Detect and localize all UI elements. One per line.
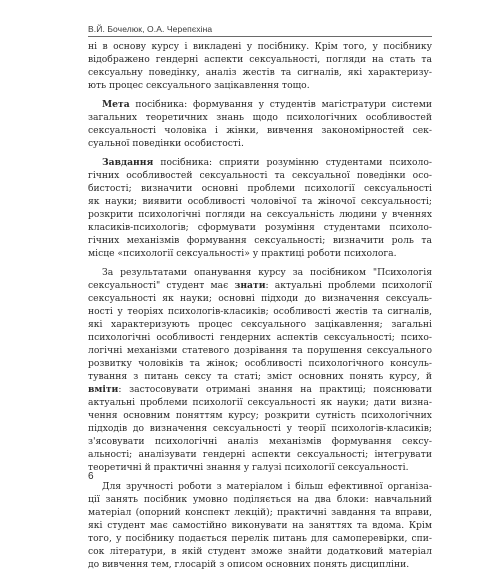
closing-line: до вивчення тем, глосарій з описом основних понять дисципліни. xyxy=(88,559,410,570)
results-line: альності; аналізувати гендерні аспекти сексуальності; інтегрувати xyxy=(88,449,432,460)
body-text xyxy=(88,40,432,571)
paragraph-line: ні в основу курсу і викладені у посібнику. Крім того, у посібнику xyxy=(88,41,432,52)
tasks-label: Завдання xyxy=(102,157,154,168)
paragraph-line: ють процес сексуального зацікавлення тощо. xyxy=(88,80,310,91)
closing-line: Для зручності роботи з матеріалом і більш ефективної організа- xyxy=(102,481,432,492)
results-line: теоретичні й практичні знання у галузі психології сексуальності. xyxy=(88,462,409,473)
results-line: сексуальності як науки; основні підходи до визначення сексуаль- xyxy=(88,293,432,304)
results-line: психологічні особливості гендерних аспектів сексуальності; психо- xyxy=(88,332,432,343)
results-line xyxy=(88,279,432,292)
tasks-line: як науки; виявити особливості чоловічої та жіночої сексуальності; xyxy=(88,196,432,207)
results-line xyxy=(88,383,432,396)
meta-label: Мета xyxy=(102,99,130,110)
meta-line: сексуальності чоловіка і жінки, вивчення закономірностей сек- xyxy=(88,125,432,136)
paragraph-line: сексуальну поведінку, аналіз жестів та сигналів, які характеризу- xyxy=(88,67,432,78)
tasks-line: класиків-психологів; сформувати розуміння студентами психоло- xyxy=(88,222,432,233)
results-text: : застосовувати отримані знання на практиці; пояснювати xyxy=(118,384,432,395)
results-line: з'ясовувати психологічні аналіз механізмів формування сексу- xyxy=(88,436,432,447)
tasks-line: бистості; визначити основні проблеми психології сексуальності xyxy=(88,183,432,194)
header-rule xyxy=(88,36,432,37)
know-label: знати xyxy=(234,280,266,291)
results-line: логічні механізми статевого дозрівання та порушення сексуального xyxy=(88,345,432,356)
able-label: вміти xyxy=(88,384,119,395)
meta-line xyxy=(88,98,432,111)
closing-line: матеріал (опорний конспект лекцій); практичні завдання та вправи, xyxy=(88,507,432,518)
tasks-text: посібника: сприяти розумінню студентами психоло- xyxy=(153,157,432,168)
closing-line: які студент має самостійно виконувати на заняттях та вдома. Крім xyxy=(88,520,432,531)
tasks-line: гічних особливостей сексуальності та сексуальної поведінки осо- xyxy=(88,170,432,181)
results-line: підходів до визначення сексуальності у теорії психологів-класиків; xyxy=(88,423,432,434)
results-line: ності у теоріях психологів-класиків; особливості жестів та сигналів, xyxy=(88,306,432,317)
results-line: За результатами опанування курсу за посібником "Психологія xyxy=(102,267,432,278)
running-head-authors: В.Й. Бочелюк, О.А. Черепєхіна xyxy=(88,24,213,34)
meta-text: посібника: формування у студентів магістратури системи xyxy=(129,99,432,110)
results-line: тування з питань сексу та статі; зміст основних понять курсу, й xyxy=(88,371,432,382)
paragraph-line: відображено гендерні аспекти сексуальності, погляди на стать та xyxy=(88,54,432,65)
results-text: сексуальності" студент має xyxy=(88,280,235,291)
tasks-line: гічних механізмів формування сексуальності; визначити роль та xyxy=(88,235,432,246)
results-line: які характеризують процес сексуального зацікавлення; загальні xyxy=(88,319,432,330)
closing-line: того, у посібнику подається перелік питань для самоперевірки, спи- xyxy=(88,533,432,544)
tasks-line: розкрити психологічні погляди на сексуальність людини у вченнях xyxy=(88,209,432,220)
page-number: 6 xyxy=(88,471,94,482)
tasks-line: місце «психології сексуальності» у практиці роботи психолога. xyxy=(88,248,397,259)
closing-line: ції занять посібник умовно поділяється на два блоки: навчальний xyxy=(88,494,432,505)
tasks-line xyxy=(88,156,432,169)
results-text: : актуальні проблеми психології xyxy=(265,280,432,291)
results-line: чення основним поняттям курсу; розкрити сутність психологічних xyxy=(88,410,432,421)
closing-line: сок літератури, в якій студент зможе знайти додатковий матеріал xyxy=(88,546,432,557)
meta-line: суальної поведінки особистості. xyxy=(88,138,244,149)
results-line: розвитку чоловіків та жінок; особливості психологічного консуль- xyxy=(88,358,432,369)
results-line: актуальні проблеми психології сексуальності як науки; дати визна- xyxy=(88,397,432,408)
meta-line: загальних теоретичних знань щодо психологічних особливостей xyxy=(88,112,432,123)
